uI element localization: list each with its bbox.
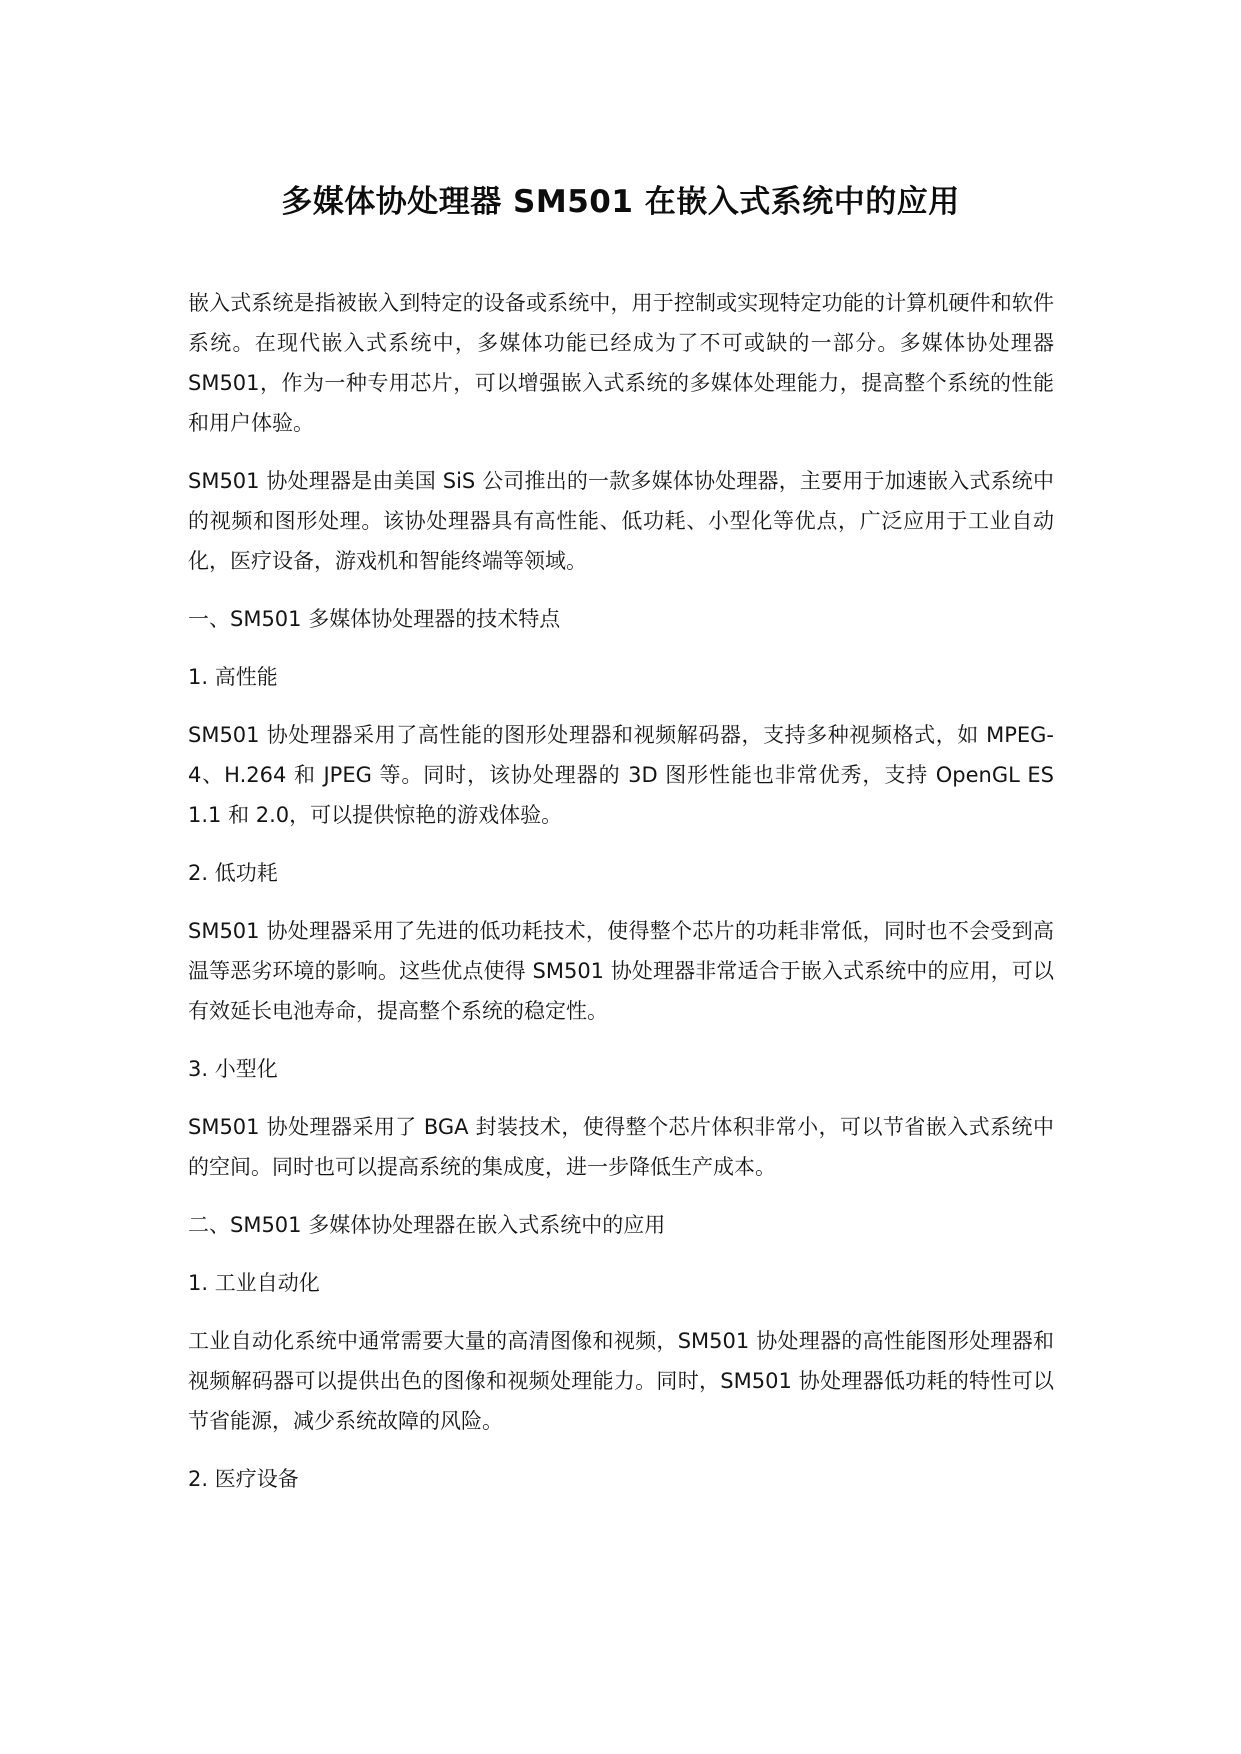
document-title: 多媒体协处理器 SM501 在嵌入式系统中的应用 (281, 184, 960, 220)
subheading-low-power: 2. 低功耗 (188, 861, 278, 885)
document-body (188, 283, 1054, 1517)
paragraph-low-power: SM501 协处理器采用了先进的低功耗技术，使得整个芯片的功耗非常低，同时也不会受到高温等恶劣环境的影响。这些优点使得 SM501 协处理器非常适合于嵌入式系统中的应用，可以有效延长电池寿命，提高整个系统的稳定性。 (188, 919, 1055, 1023)
paragraph-intro: 嵌入式系统是指被嵌入到特定的设备或系统中，用于控制或实现特定功能的计算机硬件和软件系统。在现代嵌入式系统中，多媒体功能已经成为了不可或缺的一部分。多媒体协处理器 SM501，作为一种专用芯片，可以增强嵌入式系统的多媒体处理能力，提高整个系统的性能和用户体验。 (188, 291, 1054, 435)
subheading-medical-equipment: 2. 医疗设备 (188, 1467, 299, 1491)
paragraph-industrial-automation: 工业自动化系统中通常需要大量的高清图像和视频，SM501 协处理器的高性能图形处理器和视频解码器可以提供出色的图像和视频处理能力。同时，SM501 协处理器低功耗的特性可以节省能源，减少系统故障的风险。 (188, 1329, 1054, 1433)
section-heading-applications: 二、SM501 多媒体协处理器在嵌入式系统中的应用 (188, 1213, 666, 1237)
paragraph-miniaturization: SM501 协处理器采用了 BGA 封装技术，使得整个芯片体积非常小，可以节省嵌入式系统中的空间。同时也可以提高系统的集成度，进一步降低生产成本。 (188, 1115, 1054, 1179)
paragraph-high-performance: SM501 协处理器采用了高性能的图形处理器和视频解码器，支持多种视频格式，如 MPEG-4、H.264 和 JPEG 等。同时，该协处理器的 3D 图形性能也非常优秀，支持 OpenGL ES 1.1 和 2.0，可以提供惊艳的游戏体验。 (188, 723, 1054, 827)
section-heading-features: 一、SM501 多媒体协处理器的技术特点 (188, 607, 561, 631)
paragraph-overview: SM501 协处理器是由美国 SiS 公司推出的一款多媒体协处理器，主要用于加速嵌入式系统中的视频和图形处理。该协处理器具有高性能、低功耗、小型化等优点，广泛应用于工业自动化，医疗设备，游戏机和智能终端等领域。 (188, 469, 1054, 573)
subheading-industrial-automation: 1. 工业自动化 (188, 1271, 320, 1295)
subheading-miniaturization: 3. 小型化 (188, 1057, 278, 1081)
subheading-high-performance: 1. 高性能 (188, 665, 278, 689)
